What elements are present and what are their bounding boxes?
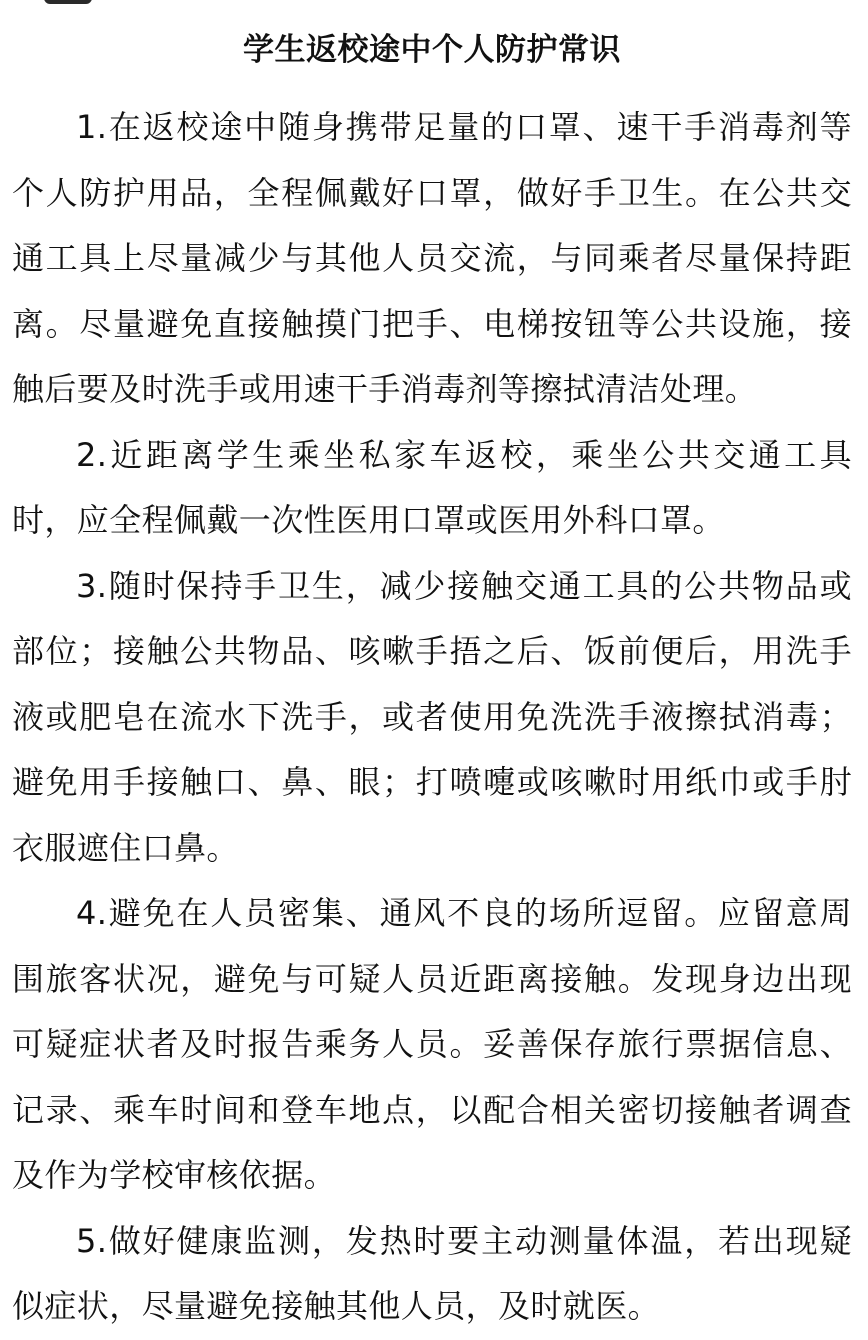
paragraph-5: 5.做好健康监测，发热时要主动测量体温，若出现疑似症状，尽量避免接触其他人员，及时就医。 bbox=[12, 1221, 852, 1325]
top-edge-fragment bbox=[44, 0, 92, 4]
paragraph-3: 3.随时保持手卫生，减少接触交通工具的公共物品或部位；接触公共物品、咳嗽手捂之后、饭前便后，用洗手液或肥皂在流水下洗手，或者使用免洗洗手液擦拭消毒；避免用手接触口、鼻、眼；打喷嚏或咳嗽时用纸巾或手肘衣服遮住口鼻。 bbox=[12, 566, 852, 867]
paragraph-4: 4.避免在人员密集、通风不良的场所逗留。应留意周围旅客状况，避免与可疑人员近距离接触。发现身边出现可疑症状者及时报告乘务人员。妥善保存旅行票据信息、记录、乘车时间和登车地点，以配合相关密切接触者调查及作为学校审核依据。 bbox=[12, 894, 852, 1194]
paragraph-1: 1.在返校途中随身携带足量的口罩、速干手消毒剂等个人防护用品，全程佩戴好口罩，做好手卫生。在公共交通工具上尽量减少与其他人员交流，与同乘者尽量保持距离。尽量避免直接触摸门把手、电梯按钮等公共设施，接触后要及时洗手或用速干手消毒剂等擦拭清洁处理。 bbox=[12, 108, 852, 408]
document-body bbox=[12, 26, 852, 1340]
document-title: 学生返校途中个人防护常识 bbox=[243, 32, 621, 68]
paragraph-2: 2.近距离学生乘坐私家车返校，乘坐公共交通工具时，应全程佩戴一次性医用口罩或医用外科口罩。 bbox=[12, 435, 852, 539]
